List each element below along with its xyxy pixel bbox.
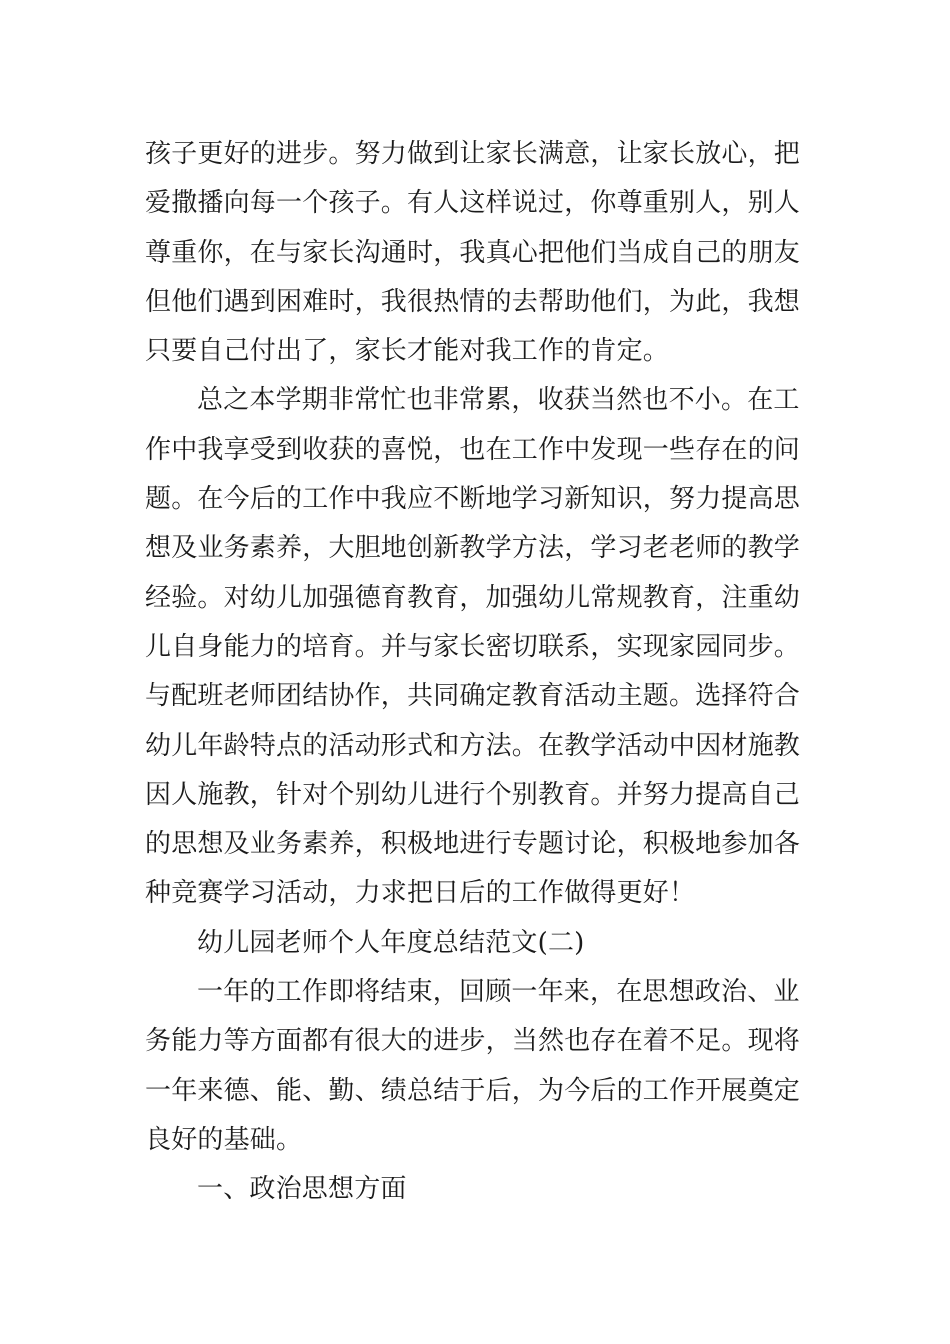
text-line: 的思想及业务素养，积极地进行专题讨论，积极地参加各 (145, 829, 801, 860)
text-line: 良好的基础。 (145, 1124, 303, 1155)
text-line: 儿自身能力的培育。并与家长密切联系，实现家园同步。 (145, 631, 801, 662)
text-line: 与配班老师团结协作，共同确定教育活动主题。选择符合 (145, 681, 801, 712)
text-line: 孩子更好的进步。努力做到让家长满意，让家长放心，把 (145, 139, 801, 169)
text-line: 经验。对幼儿加强德育教育，加强幼儿常规教育，注重幼 (145, 582, 801, 613)
text-line: 只要自己付出了，家长才能对我工作的肯定。 (145, 336, 670, 367)
text-line: 一年来德、能、勤、绩总结于后，为今后的工作开展奠定 (145, 1075, 801, 1106)
text-line: 作中我享受到收获的喜悦，也在工作中发现一些存在的问 (145, 434, 801, 465)
text-line: 种竞赛学习活动，力求把日后的工作做得更好！ (145, 878, 696, 909)
text-line: 幼儿年龄特点的活动形式和方法。在教学活动中因材施教 (145, 730, 801, 761)
section-heading: 一、政治思想方面 (197, 1174, 407, 1205)
document-body (145, 130, 810, 1215)
text-line: 尊重你，在与家长沟通时，我真心把他们当成自己的朋友 (145, 237, 801, 268)
text-line: 爱撒播向每一个孩子。有人这样说过，你尊重别人，别人 (145, 188, 801, 219)
text-line: 务能力等方面都有很大的进步，当然也存在着不足。现将 (145, 1026, 801, 1057)
text-line: 因人施教，针对个别幼儿进行个别教育。并努力提高自己 (145, 779, 801, 810)
paragraph-start-line: 总之本学期非常忙也非常累，收获当然也不小。在工 (197, 385, 800, 416)
text-line: 但他们遇到困难时，我很热情的去帮助他们，为此，我想 (145, 286, 801, 317)
paragraph-start-line: 一年的工作即将结束，回顾一年来，在思想政治、业 (197, 977, 800, 1008)
text-line: 题。在今后的工作中我应不断地学习新知识，努力提高思 (145, 484, 801, 515)
text-line: 想及业务素养，大胆地创新教学方法，学习老老师的教学 (145, 533, 801, 564)
section-title: 幼儿园老师个人年度总结范文(二) (197, 927, 585, 958)
